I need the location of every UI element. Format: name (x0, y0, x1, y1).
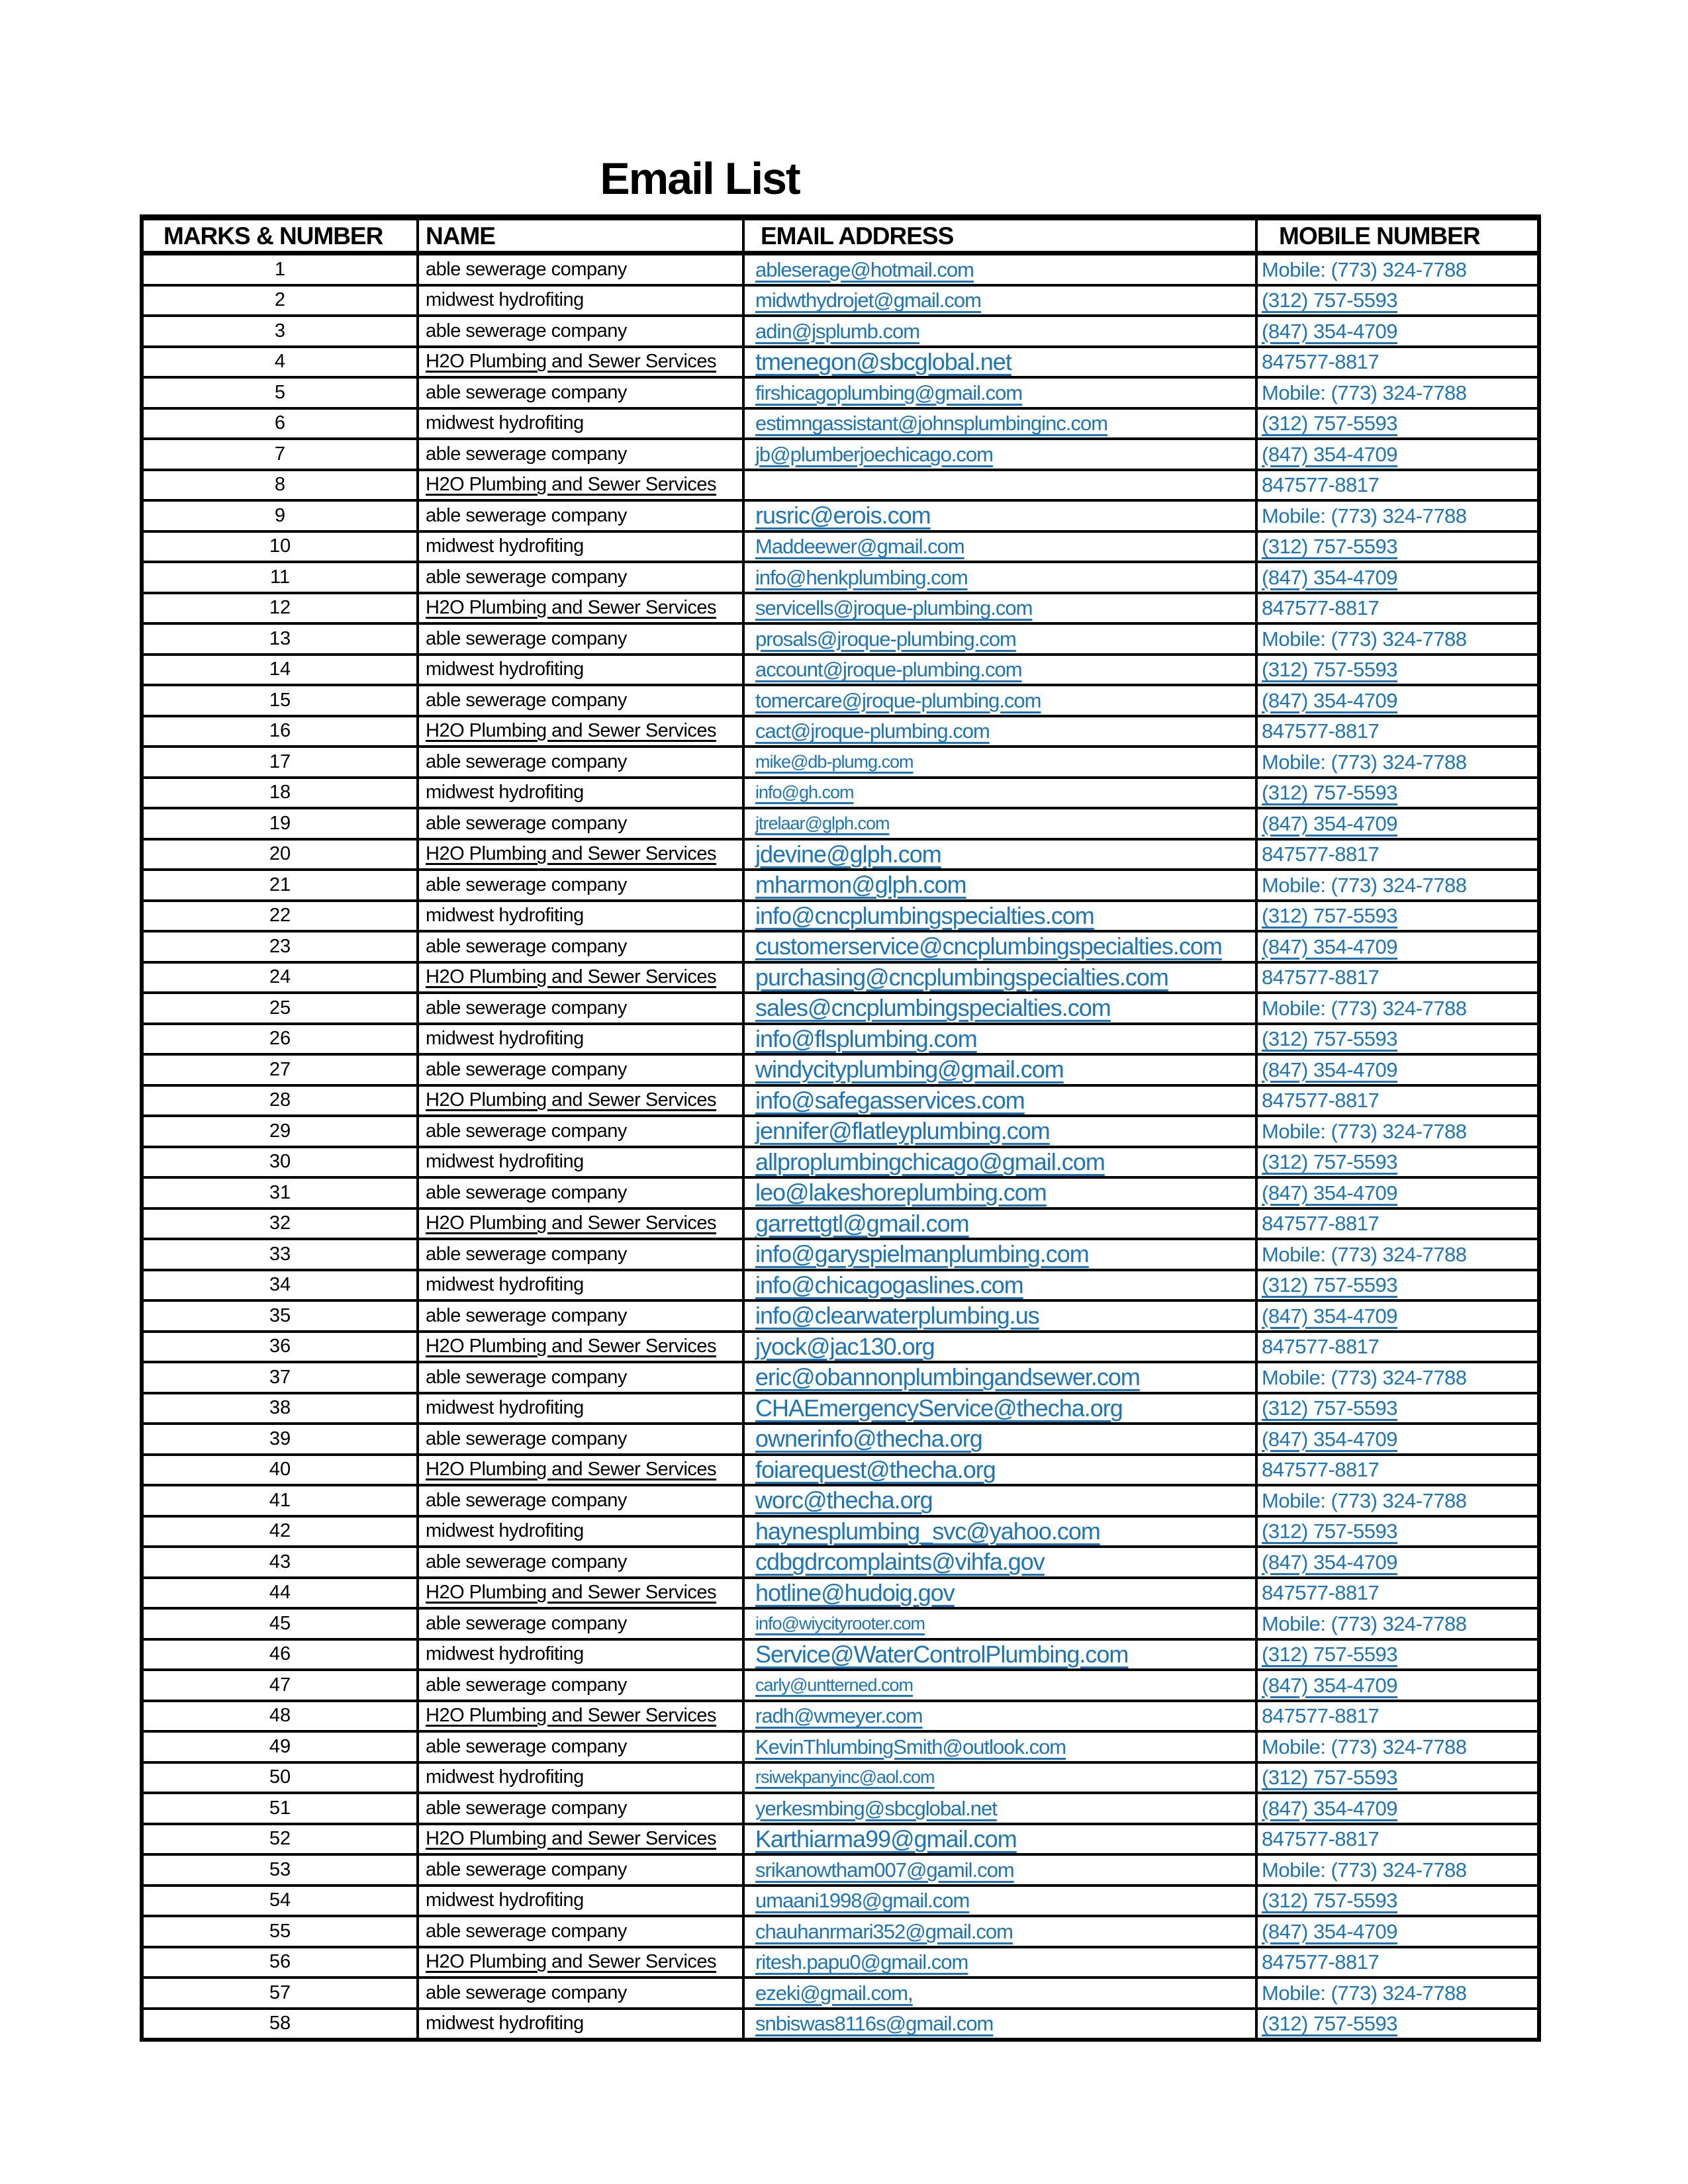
row-number: 14 (142, 655, 418, 686)
company-name: midwest hydrofiting (426, 782, 584, 803)
email-link[interactable]: info@wiycityrooter.com (755, 1613, 925, 1633)
table-row (142, 1485, 1539, 1516)
company-name: able sewerage company (426, 1674, 627, 1696)
mobile-number: 847577-8817 (1262, 1827, 1380, 1851)
company-name: able sewerage company (426, 1858, 627, 1880)
table-row (142, 1054, 1539, 1085)
email-link[interactable]: Karthiarma99@gmail.com (755, 1825, 1017, 1852)
table-row (142, 1731, 1539, 1762)
company-name: H2O Plumbing and Sewer Services (426, 1828, 717, 1850)
email-link[interactable]: rusric@erois.com (755, 502, 931, 529)
table-row (142, 1854, 1539, 1886)
email-link[interactable]: yerkesmbing@sbcglobal.net (755, 1796, 997, 1820)
row-number: 47 (142, 1670, 418, 1701)
row-number: 43 (142, 1547, 418, 1578)
row-number: 32 (142, 1208, 418, 1240)
row-number: 4 (142, 347, 418, 378)
row-number: 20 (142, 839, 418, 870)
company-name: H2O Plumbing and Sewer Services (426, 351, 717, 373)
email-link[interactable]: adin@jsplumb.com (755, 319, 920, 343)
email-link[interactable]: servicells@jroque-plumbing.com (755, 596, 1033, 620)
table-row (142, 347, 1539, 378)
company-name: able sewerage company (426, 1366, 627, 1388)
mobile-number-link[interactable]: (312) 757-5593 (1262, 1889, 1397, 1913)
table-row (142, 1424, 1539, 1455)
mobile-number-link[interactable]: (847) 354-4709 (1262, 565, 1397, 589)
company-name: midwest hydrofiting (426, 1766, 584, 1788)
row-number: 38 (142, 1393, 418, 1424)
row-number: 29 (142, 1116, 418, 1147)
table-row (142, 562, 1539, 593)
mobile-number-link[interactable]: (312) 757-5593 (1262, 289, 1397, 312)
row-number: 17 (142, 747, 418, 778)
company-name: midwest hydrofiting (426, 1520, 584, 1542)
mobile-number-link[interactable]: (847) 354-4709 (1262, 319, 1397, 343)
email-link[interactable]: Maddeewer@gmail.com (755, 535, 964, 559)
company-name: midwest hydrofiting (426, 659, 584, 680)
row-number: 13 (142, 623, 418, 655)
company-name: able sewerage company (426, 1981, 627, 2003)
email-link[interactable]: jennifer@flatleyplumbing.com (755, 1117, 1050, 1145)
mobile-number: Mobile: (773) 324-7788 (1262, 1488, 1467, 1512)
table-row (142, 1670, 1539, 1701)
email-link[interactable]: info@safegasservices.com (755, 1086, 1025, 1114)
mobile-number-link[interactable]: (312) 757-5593 (1262, 658, 1397, 682)
mobile-number-link[interactable]: (847) 354-4709 (1262, 1427, 1397, 1451)
company-name: midwest hydrofiting (426, 1397, 584, 1419)
mobile-number: Mobile: (773) 324-7788 (1262, 504, 1467, 527)
table-row (142, 1547, 1539, 1578)
table-row (142, 1208, 1539, 1240)
email-link[interactable]: allproplumbingchicago@gmail.com (755, 1148, 1105, 1175)
mobile-number-link[interactable]: (847) 354-4709 (1262, 1058, 1397, 1081)
table-row (142, 901, 1539, 932)
row-number: 45 (142, 1608, 418, 1639)
table-row (142, 1886, 1539, 1917)
mobile-number-link[interactable]: (312) 757-5593 (1262, 1520, 1397, 1543)
table-row (142, 1947, 1539, 1978)
row-number: 11 (142, 562, 418, 593)
table-row (142, 2009, 1539, 2040)
mobile-number-link[interactable]: (312) 757-5593 (1262, 1643, 1397, 1666)
company-name: midwest hydrofiting (426, 289, 584, 311)
company-name: H2O Plumbing and Sewer Services (426, 1705, 717, 1727)
row-number: 48 (142, 1701, 418, 1732)
email-link[interactable]: info@clearwaterplumbing.us (755, 1302, 1039, 1330)
row-number: 10 (142, 531, 418, 563)
mobile-number: 847577-8817 (1262, 842, 1380, 866)
table-row (142, 655, 1539, 686)
company-name: able sewerage company (426, 1304, 627, 1326)
mobile-number-link[interactable]: (847) 354-4709 (1262, 1796, 1397, 1820)
row-number: 34 (142, 1270, 418, 1301)
mobile-number: 847577-8817 (1262, 1212, 1380, 1236)
mobile-number: 847577-8817 (1262, 350, 1380, 374)
row-number: 27 (142, 1054, 418, 1085)
email-link[interactable]: purchasing@cncplumbingspecialties.com (755, 963, 1168, 991)
company-name: able sewerage company (426, 320, 627, 341)
company-name: able sewerage company (426, 1920, 627, 1942)
table-row (142, 1639, 1539, 1670)
email-link[interactable]: ezeki@gmail.com, (755, 1981, 913, 2005)
row-number: 53 (142, 1854, 418, 1886)
email-link[interactable]: CHAEmergencyService@thecha.org (755, 1394, 1123, 1422)
email-link[interactable]: foiarequest@thecha.org (755, 1455, 996, 1483)
company-name: able sewerage company (426, 1243, 627, 1265)
row-number: 35 (142, 1300, 418, 1332)
table-row (142, 1024, 1539, 1055)
email-link[interactable]: account@jroque-plumbing.com (755, 658, 1022, 682)
table-row (142, 1239, 1539, 1270)
page-title: Email List (600, 154, 800, 204)
table-row (142, 1824, 1539, 1855)
header-email-address: EMAIL ADDRESS (743, 218, 1256, 253)
row-number: 22 (142, 901, 418, 932)
table-row (142, 470, 1539, 501)
company-name: H2O Plumbing and Sewer Services (426, 1582, 717, 1604)
mobile-number-link[interactable]: (312) 757-5593 (1262, 904, 1397, 928)
company-name: able sewerage company (426, 1181, 627, 1203)
row-number: 26 (142, 1024, 418, 1055)
company-name: H2O Plumbing and Sewer Services (426, 966, 717, 988)
email-link[interactable]: customerservice@cncplumbingspecialties.com (755, 933, 1222, 960)
row-number: 28 (142, 1085, 418, 1116)
row-number: 18 (142, 778, 418, 809)
email-link[interactable]: KevinThlumbingSmith@outlook.com (755, 1735, 1066, 1758)
company-name: H2O Plumbing and Sewer Services (426, 1089, 717, 1111)
table-body (142, 253, 1539, 2040)
company-name: midwest hydrofiting (426, 1028, 584, 1050)
company-name: H2O Plumbing and Sewer Services (426, 720, 717, 742)
header-name: NAME (418, 218, 743, 253)
table-row (142, 808, 1539, 839)
mobile-number: Mobile: (773) 324-7788 (1262, 627, 1467, 651)
mobile-number-link[interactable]: (847) 354-4709 (1262, 1181, 1397, 1205)
mobile-number: Mobile: (773) 324-7788 (1262, 996, 1467, 1020)
email-link[interactable]: haynesplumbing_svc@yahoo.com (755, 1517, 1100, 1545)
email-link[interactable]: firshicagoplumbing@gmail.com (755, 381, 1023, 404)
company-name: able sewerage company (426, 1797, 627, 1819)
email-link[interactable]: prosals@jroque-plumbing.com (755, 627, 1016, 651)
email-link[interactable]: worc@thecha.org (755, 1486, 933, 1514)
table-row (142, 1916, 1539, 1947)
company-name: able sewerage company (426, 504, 627, 526)
row-number: 3 (142, 316, 418, 347)
mobile-number-link[interactable]: (847) 354-4709 (1262, 811, 1397, 835)
row-number: 52 (142, 1824, 418, 1855)
table-row (142, 1762, 1539, 1794)
company-name: H2O Plumbing and Sewer Services (426, 597, 717, 619)
mobile-number: Mobile: (773) 324-7788 (1262, 1612, 1467, 1635)
company-name: able sewerage company (426, 1058, 627, 1080)
email-link[interactable]: info@gh.com (755, 782, 854, 803)
company-name: midwest hydrofiting (426, 1151, 584, 1173)
table-row (142, 593, 1539, 624)
table-header (142, 218, 1539, 253)
email-link[interactable]: ritesh.papu0@gmail.com (755, 1950, 968, 1974)
table-row (142, 716, 1539, 747)
table-row (142, 316, 1539, 347)
company-name: able sewerage company (426, 751, 627, 772)
company-name: midwest hydrofiting (426, 1643, 584, 1665)
email-link[interactable]: mike@db-plumg.com (755, 751, 914, 772)
mobile-number: 847577-8817 (1262, 1704, 1380, 1728)
row-number: 16 (142, 716, 418, 747)
row-number: 8 (142, 470, 418, 501)
table-row (142, 531, 1539, 563)
table-row (142, 962, 1539, 993)
row-number: 54 (142, 1886, 418, 1917)
table-row (142, 1085, 1539, 1116)
company-name: midwest hydrofiting (426, 905, 584, 927)
company-name: H2O Plumbing and Sewer Services (426, 843, 717, 865)
email-link[interactable]: Service@WaterControlPlumbing.com (755, 1640, 1129, 1668)
mobile-number-link[interactable]: (312) 757-5593 (1262, 1396, 1397, 1420)
company-name: able sewerage company (426, 689, 627, 711)
mobile-number-link[interactable]: (312) 757-5593 (1262, 535, 1397, 559)
mobile-number: 847577-8817 (1262, 1950, 1380, 1974)
company-name: H2O Plumbing and Sewer Services (426, 1459, 717, 1480)
table-row (142, 1116, 1539, 1147)
company-name: H2O Plumbing and Sewer Services (426, 1951, 717, 1973)
mobile-number-link[interactable]: (312) 757-5593 (1262, 1766, 1397, 1790)
email-link[interactable]: srikanowtham007@gamil.com (755, 1858, 1014, 1882)
email-link[interactable]: info@cncplumbingspecialties.com (755, 901, 1094, 929)
email-link[interactable]: cdbgdrcomplaints@vihfa.gov (755, 1548, 1045, 1576)
row-number: 56 (142, 1947, 418, 1978)
table-row (142, 778, 1539, 809)
table-row (142, 685, 1539, 716)
table-row (142, 1793, 1539, 1824)
email-list-table (140, 214, 1541, 2042)
mobile-number: Mobile: (773) 324-7788 (1262, 1365, 1467, 1389)
table-row (142, 253, 1539, 285)
row-number: 5 (142, 377, 418, 408)
row-number: 40 (142, 1455, 418, 1486)
company-name: able sewerage company (426, 1489, 627, 1511)
table-row (142, 870, 1539, 901)
company-name: able sewerage company (426, 1551, 627, 1572)
mobile-number: Mobile: (773) 324-7788 (1262, 1735, 1467, 1758)
row-number: 2 (142, 285, 418, 316)
row-number: 1 (142, 253, 418, 285)
company-name: able sewerage company (426, 997, 627, 1019)
mobile-number: Mobile: (773) 324-7788 (1262, 873, 1467, 897)
row-number: 50 (142, 1762, 418, 1794)
table-row (142, 1393, 1539, 1424)
row-number: 55 (142, 1916, 418, 1947)
mobile-number-link[interactable]: (847) 354-4709 (1262, 1673, 1397, 1697)
email-link[interactable]: ownerinfo@thecha.org (755, 1425, 982, 1453)
table-row (142, 1455, 1539, 1486)
mobile-number: 847577-8817 (1262, 473, 1380, 497)
table-row (142, 747, 1539, 778)
email-link[interactable]: tomercare@jroque-plumbing.com (755, 688, 1041, 712)
row-number: 19 (142, 808, 418, 839)
table-row (142, 1608, 1539, 1639)
email-link[interactable]: eric@obannonplumbingandsewer.com (755, 1363, 1140, 1391)
table-row (142, 623, 1539, 655)
mobile-number: 847577-8817 (1262, 1089, 1380, 1113)
email-link[interactable]: jyock@jac130.org (755, 1332, 935, 1360)
company-name: midwest hydrofiting (426, 1889, 584, 1911)
email-link[interactable]: mharmon@glph.com (755, 871, 966, 899)
table-row (142, 1516, 1539, 1547)
row-number: 36 (142, 1332, 418, 1363)
company-name: able sewerage company (426, 1612, 627, 1634)
row-number: 30 (142, 1147, 418, 1178)
row-number: 39 (142, 1424, 418, 1455)
company-name: H2O Plumbing and Sewer Services (426, 1336, 717, 1357)
header-marks-number: MARKS & NUMBER (142, 218, 418, 253)
company-name: H2O Plumbing and Sewer Services (426, 1212, 717, 1234)
mobile-number: Mobile: (773) 324-7788 (1262, 1242, 1467, 1266)
email-link[interactable]: jdevine@glph.com (755, 840, 941, 868)
row-number: 49 (142, 1731, 418, 1762)
email-link[interactable]: umaani1998@gmail.com (755, 1889, 970, 1913)
table-row (142, 1332, 1539, 1363)
mobile-number-link[interactable]: (847) 354-4709 (1262, 934, 1397, 958)
email-link[interactable]: tmenegon@sbcglobal.net (755, 347, 1011, 375)
table-row (142, 931, 1539, 962)
row-number: 9 (142, 500, 418, 531)
email-link[interactable]: radh@wmeyer.com (755, 1704, 923, 1728)
company-name: able sewerage company (426, 381, 627, 403)
mobile-number-link[interactable]: (847) 354-4709 (1262, 688, 1397, 712)
email-link[interactable]: ableserage@hotmail.com (755, 257, 974, 281)
company-name: able sewerage company (426, 1428, 627, 1449)
company-name: able sewerage company (426, 874, 627, 895)
mobile-number: 847577-8817 (1262, 719, 1380, 743)
company-name: midwest hydrofiting (426, 412, 584, 434)
mobile-number: 847577-8817 (1262, 966, 1380, 989)
mobile-number-link[interactable]: (847) 354-4709 (1262, 1550, 1397, 1574)
table-row (142, 408, 1539, 439)
row-number: 6 (142, 408, 418, 439)
company-name: able sewerage company (426, 1735, 627, 1757)
mobile-number: 847577-8817 (1262, 596, 1380, 620)
header-mobile-number: MOBILE NUMBER (1256, 218, 1539, 253)
row-number: 37 (142, 1362, 418, 1393)
company-name: able sewerage company (426, 566, 627, 588)
mobile-number-link[interactable]: (847) 354-4709 (1262, 442, 1397, 466)
row-number: 46 (142, 1639, 418, 1670)
company-name: able sewerage company (426, 627, 627, 649)
company-name: midwest hydrofiting (426, 535, 584, 557)
company-name: midwest hydrofiting (426, 1274, 584, 1296)
company-name: able sewerage company (426, 935, 627, 957)
table-row (142, 1177, 1539, 1208)
email-link[interactable]: midwthydrojet@gmail.com (755, 289, 981, 312)
company-name: midwest hydrofiting (426, 2013, 584, 2034)
table-row (142, 1701, 1539, 1732)
email-link[interactable]: leo@lakeshoreplumbing.com (755, 1179, 1047, 1206)
company-name: able sewerage company (426, 258, 627, 280)
table-row (142, 1147, 1539, 1178)
mobile-number-link[interactable]: (312) 757-5593 (1262, 781, 1397, 805)
email-link[interactable]: chauhanrmari352@gmail.com (755, 1919, 1013, 1943)
mobile-number: Mobile: (773) 324-7788 (1262, 750, 1467, 774)
row-number: 31 (142, 1177, 418, 1208)
email-link[interactable]: jtrelaar@glph.com (755, 813, 890, 833)
mobile-number-link[interactable]: (312) 757-5593 (1262, 412, 1397, 435)
email-link[interactable]: cact@jroque-plumbing.com (755, 719, 990, 743)
mobile-number-link[interactable]: (312) 757-5593 (1262, 2012, 1397, 2036)
mobile-number: 847577-8817 (1262, 1458, 1380, 1482)
mobile-number-link[interactable]: (847) 354-4709 (1262, 1304, 1397, 1328)
row-number: 12 (142, 593, 418, 624)
row-number: 58 (142, 2009, 418, 2040)
email-link[interactable]: info@henkplumbing.com (755, 565, 968, 589)
mobile-number-link[interactable]: (312) 757-5593 (1262, 1273, 1397, 1297)
email-link[interactable]: sales@cncplumbingspecialties.com (755, 994, 1111, 1022)
row-number: 25 (142, 993, 418, 1024)
mobile-number: Mobile: (773) 324-7788 (1262, 1981, 1467, 2005)
email-link[interactable]: rsiwekpanyinc@aol.com (755, 1767, 935, 1788)
row-number: 57 (142, 1978, 418, 2009)
email-link[interactable]: garrettgtl@gmail.com (755, 1209, 969, 1237)
company-name: able sewerage company (426, 443, 627, 465)
row-number: 15 (142, 685, 418, 716)
mobile-number: Mobile: (773) 324-7788 (1262, 257, 1467, 281)
table-row (142, 377, 1539, 408)
mobile-number: Mobile: (773) 324-7788 (1262, 381, 1467, 404)
row-number: 41 (142, 1485, 418, 1516)
row-number: 42 (142, 1516, 418, 1547)
table-row (142, 285, 1539, 316)
mobile-number: 847577-8817 (1262, 1335, 1380, 1359)
table-row (142, 839, 1539, 870)
email-link[interactable]: windycityplumbing@gmail.com (755, 1056, 1064, 1083)
row-number: 24 (142, 962, 418, 993)
table-row (142, 993, 1539, 1024)
table-row (142, 439, 1539, 470)
row-number: 21 (142, 870, 418, 901)
row-number: 51 (142, 1793, 418, 1824)
table-row (142, 1300, 1539, 1332)
email-link[interactable]: hotline@hudoig.gov (755, 1578, 955, 1606)
email-link[interactable]: info@chicagogaslines.com (755, 1271, 1023, 1298)
table-row (142, 1978, 1539, 2009)
mobile-number: Mobile: (773) 324-7788 (1262, 1119, 1467, 1143)
table-row (142, 1362, 1539, 1393)
row-number: 33 (142, 1239, 418, 1270)
email-link[interactable]: carly@untterned.com (755, 1674, 914, 1695)
row-number: 7 (142, 439, 418, 470)
email-link[interactable]: snbiswas8116s@gmail.com (755, 2012, 994, 2036)
mobile-number-link[interactable]: (312) 757-5593 (1262, 1150, 1397, 1174)
header-row (142, 218, 1539, 253)
mobile-number: 847577-8817 (1262, 1581, 1380, 1605)
email-link[interactable]: info@garyspielmanplumbing.com (755, 1240, 1089, 1268)
mobile-number: Mobile: (773) 324-7788 (1262, 1858, 1467, 1882)
company-name: able sewerage company (426, 812, 627, 834)
company-name: able sewerage company (426, 1120, 627, 1142)
table-row (142, 1270, 1539, 1301)
email-link[interactable]: jb@plumberjoechicago.com (755, 442, 993, 466)
email-link[interactable]: estimngassistant@johnsplumbinginc.com (755, 412, 1108, 435)
table-row (142, 500, 1539, 531)
mobile-number-link[interactable]: (312) 757-5593 (1262, 1027, 1397, 1051)
row-number: 23 (142, 931, 418, 962)
mobile-number-link[interactable]: (847) 354-4709 (1262, 1919, 1397, 1943)
company-name: H2O Plumbing and Sewer Services (426, 474, 717, 496)
email-link[interactable]: info@flsplumbing.com (755, 1024, 977, 1052)
row-number: 44 (142, 1578, 418, 1609)
table-row (142, 1578, 1539, 1609)
